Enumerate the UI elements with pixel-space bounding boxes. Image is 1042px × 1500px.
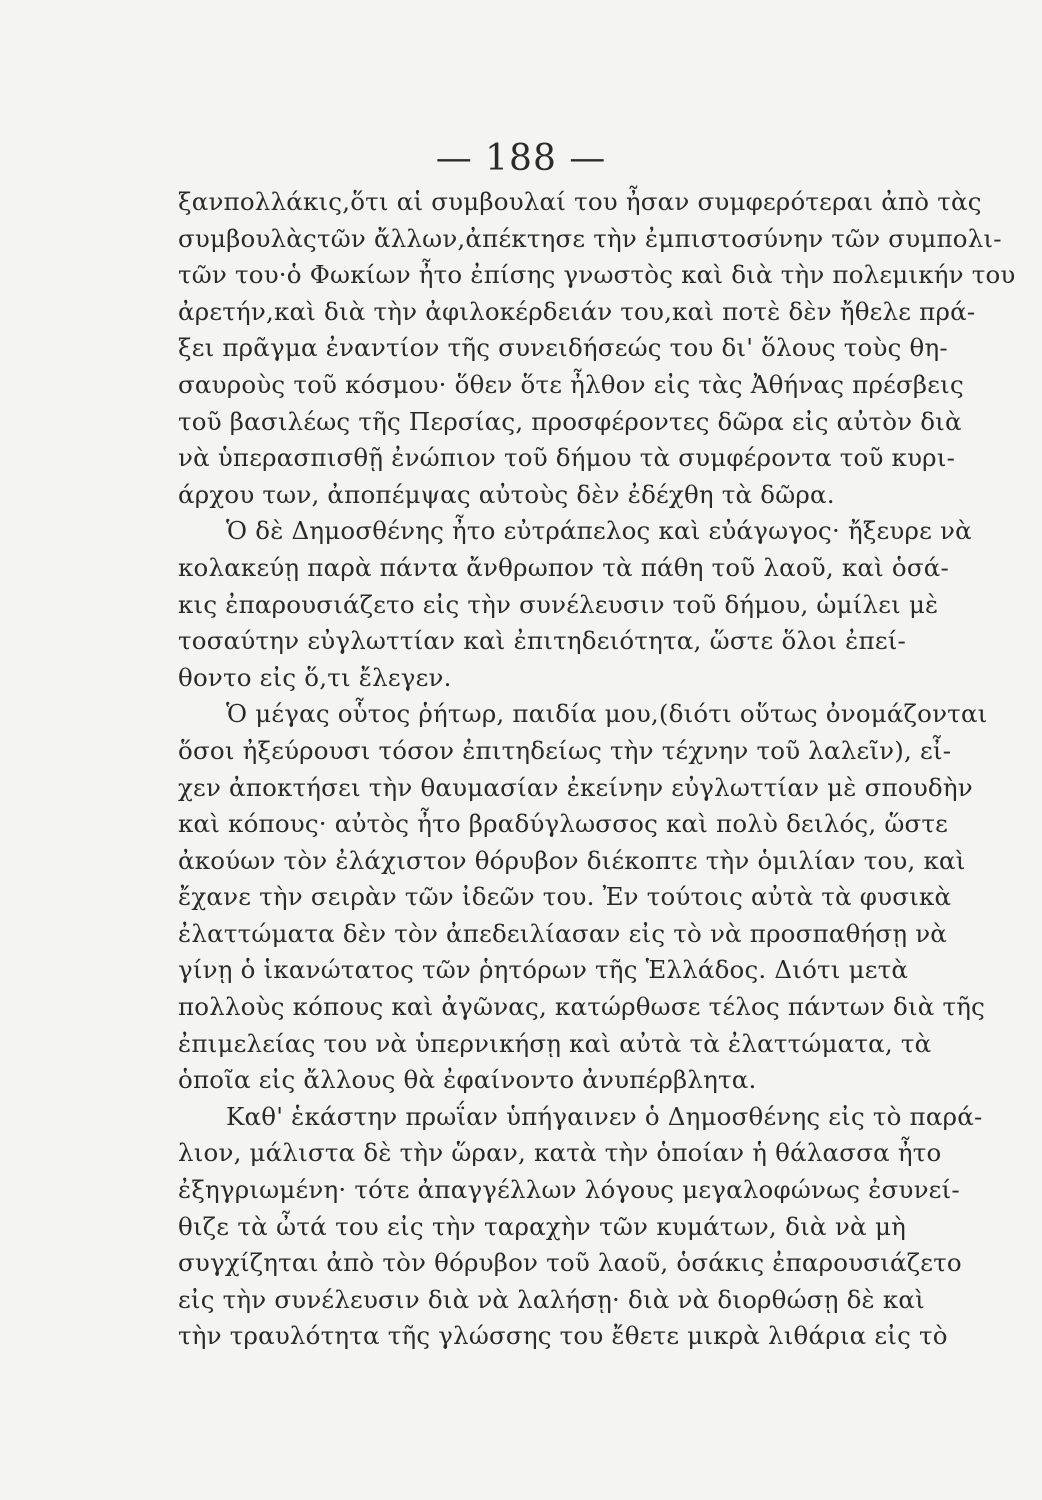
text-line: τῶν του·ὁ Φωκίων ἦτο ἐπίσης γνωστὸς καὶ διὰ τὴν πολεμικήν του [178, 260, 1016, 290]
text-line: ἀρετήν,καὶ διὰ τὴν ἀφιλοκέρδειάν του,καὶ ποτὲ δὲν ἤθελε πρά- [178, 296, 976, 326]
text-line: καὶ κόπους· αὐτὸς ἦτο βραδύγλωσσος καὶ πολὺ δειλός, ὥστε [178, 809, 949, 839]
text-line: πολλοὺς κόπους καὶ ἀγῶνας, κατώρθωσε τέλος πάντων διὰ τῆς [178, 992, 986, 1022]
text-line: ἐξηγριωμένη· τότε ἀπαγγέλλων λόγους μεγαλοφώνως ἐσυνεί- [178, 1175, 960, 1205]
text-line: συμβουλὰςτῶν ἄλλων,ἀπέκτησε τὴν ἐμπιστοσύνην τῶν συμπολι- [178, 223, 1002, 253]
text-line: εἰς τὴν συνέλευσιν διὰ νὰ λαλήσῃ· διὰ νὰ διορθώσῃ δὲ καὶ [178, 1284, 925, 1314]
text-line: τοσαύτην εὐγλωττίαν καὶ ἐπιτηδειότητα, ὥστε ὅλοι ἐπεί- [178, 626, 906, 656]
text-line: κολακεύῃ παρὰ πάντα ἄνθρωπον τὰ πάθη τοῦ λαοῦ, καὶ ὁσά- [178, 552, 949, 582]
text-line: συγχίζηται ἀπὸ τὸν θόρυβον τοῦ λαοῦ, ὁσάκις ἐπαρουσιάζετο [178, 1248, 962, 1278]
page-number: — 188 — [435, 138, 607, 179]
text-line: χεν ἀποκτήσει τὴν θαυμασίαν ἐκείνην εὐγλωττίαν μὲ σπουδὴν [178, 772, 973, 802]
text-line: τὴν τραυλότητα τῆς γλώσσης του ἔθετε μικρὰ λιθάρια εἰς τὸ [178, 1321, 948, 1351]
text-line: ἀκούων τὸν ἐλάχιστον θόρυβον διέκοπτε τὴν ὁμιλίαν του, καὶ [178, 845, 966, 875]
text-line: ξανπολλάκις,ὅτι αἱ συμβουλαί του ἦσαν συμφερότεραι ἀπὸ τὰς [178, 187, 982, 216]
text-line: λιον, μάλιστα δὲ τὴν ὥραν, κατὰ τὴν ὁποίαν ἡ θάλασσα ἦτο [178, 1138, 942, 1168]
text-line: θοντο εἰς ὅ,τι ἔλεγεν. [178, 662, 452, 692]
text-line: ὅσοι ἠξεύρουσι τόσον ἐπιτηδείως τὴν τέχνην τοῦ λαλεῖν), εἶ- [178, 735, 952, 765]
body-text [178, 184, 1016, 1355]
text-line: ἐλαττώματα δὲν τὸν ἀπεδειλίασαν εἰς τὸ νὰ προσπαθήσῃ νὰ [178, 918, 948, 948]
text-line: σαυροὺς τοῦ κόσμου· ὅθεν ὅτε ἦλθον εἰς τὰς Ἀθήνας πρέσβεις [178, 369, 964, 399]
text-line: άρχου των, ἀποπέμψας αὐτοὺς δὲν ἐδέχθη τὰ δῶρα. [178, 479, 835, 509]
text-line: κις ἐπαρουσιάζετο εἰς τὴν συνέλευσιν τοῦ δήμου, ὡμίλει μὲ [178, 589, 939, 619]
text-line: ἔχανε τὴν σειρὰν τῶν ἰδεῶν του. Ἐν τούτοις αὐτὰ τὰ φυσικὰ [178, 882, 952, 912]
text-line: Ὁ δὲ Δημοσθένης ἦτο εὐτράπελος καὶ εὐάγωγος· ἤξευρε νὰ [226, 516, 972, 546]
text-line: Ὁ μέγας οὗτος ῥήτωρ, παιδία μου,(διότι οὕτως ὀνομάζονται [226, 699, 988, 729]
text-line: ὁποῖα εἰς ἄλλους θὰ ἐφαίνοντο ἀνυπέρβλητα. [178, 1065, 757, 1095]
text-line: τοῦ βασιλέως τῆς Περσίας, προσφέροντες δῶρα εἰς αὐτὸν διὰ [178, 406, 962, 436]
text-line: Καθ' ἑκάστην πρωΐαν ὑπήγαινεν ὁ Δημοσθένης εἰς τὸ παρά- [226, 1101, 983, 1131]
text-line: γίνῃ ὁ ἱκανώτατος τῶν ῥητόρων τῆς Ἑλλάδος. Διότι μετὰ [178, 955, 909, 985]
text-line: ξει πρᾶγμα ἐναντίον τῆς συνειδήσεώς του δι' ὅλους τοὺς θη- [178, 333, 948, 363]
text-line: θιζε τὰ ὦτά του εἰς τὴν ταραχὴν τῶν κυμάτων, διὰ νὰ μὴ [178, 1211, 906, 1241]
text-line: νὰ ὑπερασπισθῇ ἐνώπιον τοῦ δήμου τὰ συμφέροντα τοῦ κυρι- [178, 443, 956, 473]
text-line: ἐπιμελείας του νὰ ὑπερνικήσῃ καὶ αὐτὰ τὰ ἐλαττώματα, τὰ [178, 1028, 932, 1058]
